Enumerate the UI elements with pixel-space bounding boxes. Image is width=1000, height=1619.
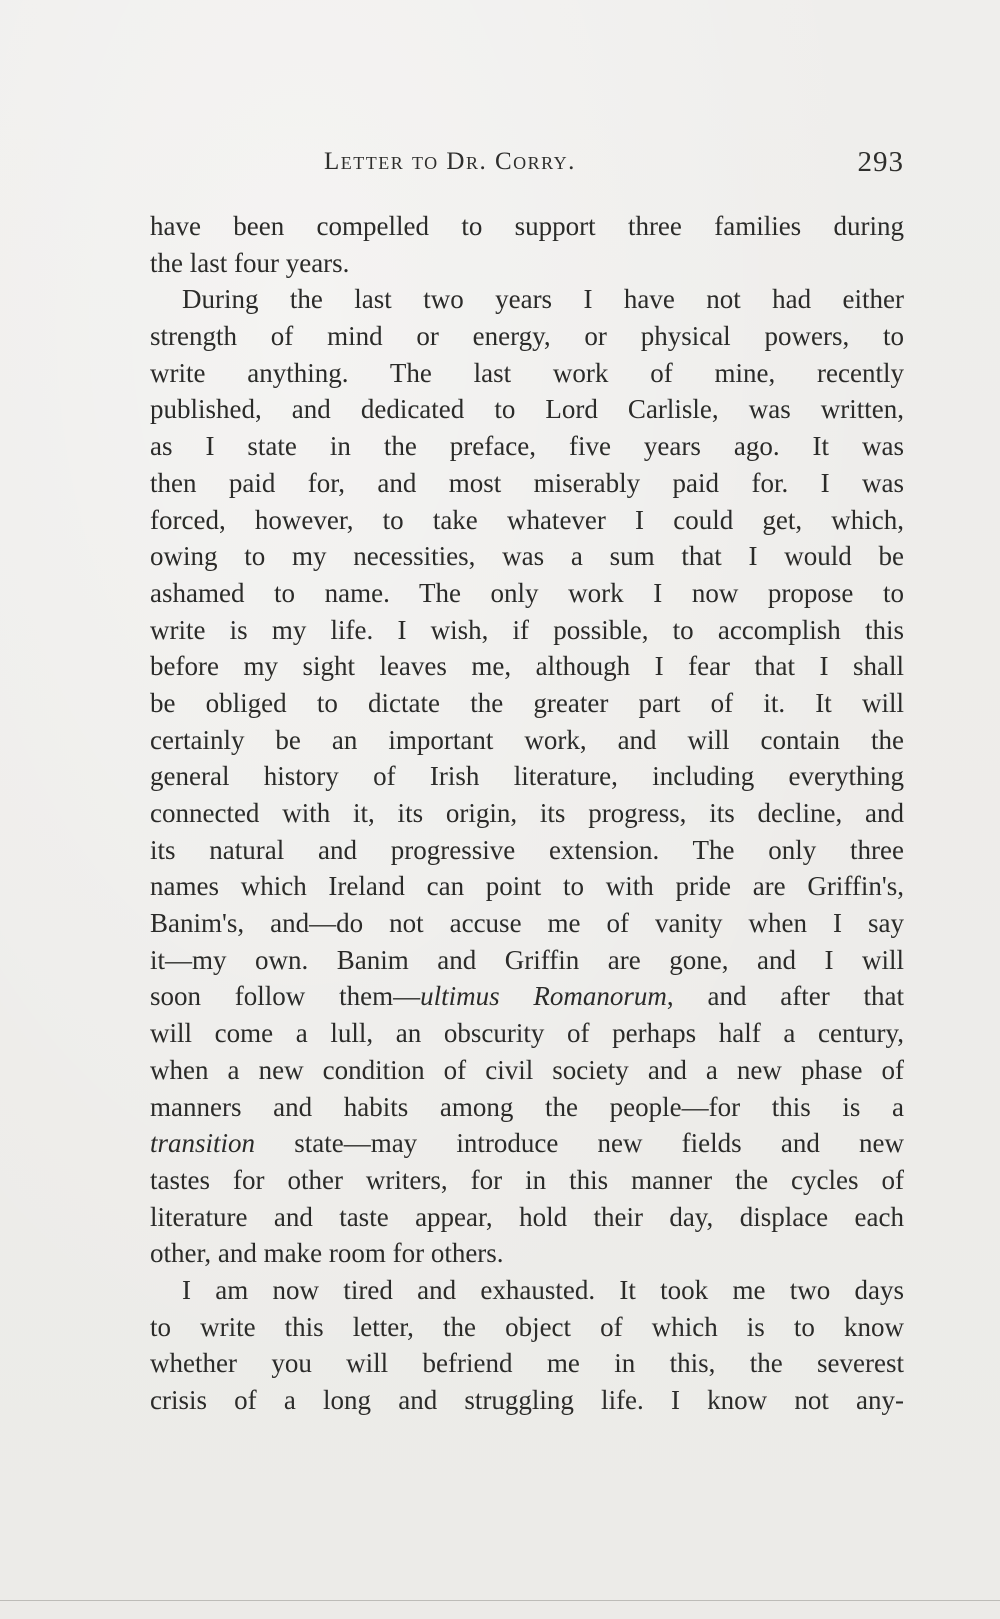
page-number: 293 <box>857 146 904 178</box>
text-line: its natural and progressive extension. The only three <box>150 834 904 865</box>
text-line: be obliged to dictate the greater part of it. It will <box>150 687 904 718</box>
text-line: before my sight leaves me, although I fear that I shall <box>150 651 904 682</box>
text-line: certainly be an important work, and will contain the <box>150 724 904 755</box>
text-line: literature and taste appear, hold their day, displace each <box>150 1201 904 1232</box>
text-line: as I state in the preface, five years ago. It was <box>150 431 904 462</box>
text-line: whether you will befriend me in this, the severest <box>150 1348 904 1379</box>
body-text <box>150 208 904 1419</box>
text-line: names which Ireland can point to with pride are Griffin's, <box>150 871 904 902</box>
running-head <box>148 144 904 184</box>
text-line: owing to my necessities, was a sum that I would be <box>150 541 904 572</box>
text-line: connected with it, its origin, its progress, its decline, and <box>150 798 904 828</box>
text-line: I am now tired and exhausted. It took me two days <box>182 1274 904 1305</box>
text-line: manners and habits among the people—for this is a <box>150 1091 904 1122</box>
text-line: During the last two years I have not had either <box>182 284 904 315</box>
text-line: tastes for other writers, for in this manner the cycles of <box>150 1164 904 1195</box>
text-line: ashamed to name. The only work I now propose to <box>150 577 904 608</box>
text-line: will come a lull, an obscurity of perhaps half a century, <box>150 1018 904 1049</box>
text-line: it—my own. Banim and Griffin are gone, and I will <box>150 944 904 975</box>
text-line: when a new condition of civil society and a new phase of <box>150 1054 904 1085</box>
text-line: published, and dedicated to Lord Carlisle, was written, <box>150 394 904 425</box>
text-line <box>150 978 904 1015</box>
text-segment: state—may introduce new fields and new <box>255 1128 904 1159</box>
text-line: crisis of a long and struggling life. I know not any- <box>150 1385 904 1415</box>
text-line: Banim's, and—do not accuse me of vanity when I say <box>150 908 904 939</box>
text-line: forced, however, to take whatever I could get, which, <box>150 504 904 535</box>
running-title: Letter to Dr. Corry. <box>324 148 576 175</box>
text-line: then paid for, and most miserably paid for. I was <box>150 467 904 498</box>
text-line: strength of mind or energy, or physical powers, to <box>150 321 904 352</box>
text-segment: , and after that <box>666 981 904 1012</box>
text-line: to write this letter, the object of which is to know <box>150 1311 904 1342</box>
text-line <box>150 1125 904 1162</box>
text-line: write is my life. I wish, if possible, to accomplish this <box>150 614 904 645</box>
bottom-edge-line <box>0 1600 1000 1601</box>
italic-text: ultimus Romanorum <box>420 981 667 1012</box>
italic-text: transition <box>150 1128 256 1159</box>
text-line: other, and make room for others. <box>150 1238 504 1269</box>
text-segment: soon follow them— <box>150 981 421 1012</box>
text-line: write anything. The last work of mine, recently <box>150 357 904 388</box>
text-line: have been compelled to support three families during <box>150 211 904 241</box>
text-line: general history of Irish literature, including everything <box>150 761 904 792</box>
text-line: the last four years. <box>150 247 350 278</box>
